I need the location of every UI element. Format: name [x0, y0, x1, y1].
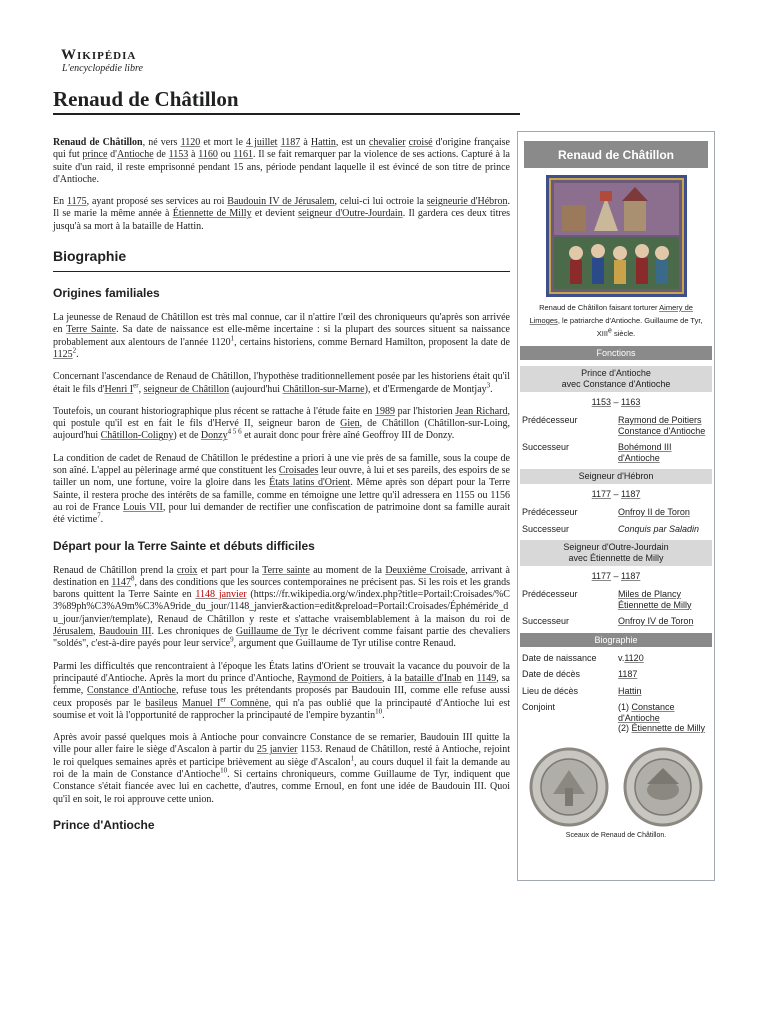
intro-paragraph-1: Renaud de Châtillon, né vers 1120 et mort le 4 juillet 1187 à Hattin, est un chevalier croisé d'origine française qui fut prince d'Antioche de 1153 à 1160 ou 1161. Il se fait remarquer par la violence de ses actions. Capturé à la suite d'un raid, il reste emprisonné pendant 15 ans, période pendant laquelle il est évincé de son titre de prince d'Antioche. [53, 137, 510, 185]
origines-paragraph-3: Toutefois, un courant historiographique plus récent se rattache à l'étude faite en 1989 par l'historien Jean Richard, qui postule qu'il est en fait le fils d'Hervé II, seigneur baron de Gien, de Châtillon (Châtillon-sur-Loing, aujourd'hui Châtillon-Coligny) et de Donzy$^{4 5 6}$ et aurait donc pour frère aîné Geoffroy III de Donzy. [53, 405, 510, 442]
link[interactable]: 1120 [624, 652, 644, 663]
infobox-title: Renaud de Châtillon [524, 141, 708, 168]
link[interactable]: 1147 [111, 576, 131, 588]
link[interactable]: Louis VII [123, 501, 163, 513]
infobox-function-header: Seigneur d'Outre-Jourdain avec Étiennette de Milly [520, 540, 712, 566]
infobox [517, 131, 715, 881]
link[interactable]: Constance d'Antioche [618, 702, 675, 723]
article-body [53, 137, 510, 844]
infobox-row-spouse: Conjoint (1) Constance d'Antioche (2) Étiennette de Milly [522, 702, 706, 733]
redlink[interactable]: 1148 janvier [195, 589, 247, 601]
link[interactable]: Jean Richard [455, 405, 508, 417]
origines-paragraph-2: Concernant l'ascendance de Renaud de Châtillon, l'hypothèse traditionnellement posée par les historiens était qu'il était le fils d'Henri Ier, seigneur de Châtillon (aujourd'hui Châtillon-sur-Marne), et d'Ermengarde de Montjay$^3$. [53, 371, 510, 395]
link[interactable]: Miles de Plancy [618, 589, 682, 599]
link[interactable]: 1149 [476, 672, 497, 684]
infobox-seals-image[interactable] [523, 744, 709, 830]
ref[interactable]: 10 [220, 766, 228, 775]
infobox-row-death-place: Lieu de décès Hattin [522, 685, 642, 696]
link[interactable]: 4 juillet [246, 137, 278, 148]
link[interactable]: seigneur d'Outre-Jourdain [298, 208, 403, 220]
link[interactable]: 25 janvier [256, 744, 298, 756]
infobox-row-predecessor: Prédécesseur Miles de Plancy Étiennette de Milly [522, 589, 692, 610]
wikipedia-logo[interactable] [61, 48, 181, 75]
link[interactable]: Croisades [278, 465, 319, 477]
logo-tagline: L'encyclopédie libre [62, 63, 143, 74]
infobox-function-header: Prince d'Antioche avec Constance d'Antioche [520, 366, 712, 392]
link[interactable]: Aimery de Limoges [529, 303, 693, 325]
link[interactable]: Étiennette de Milly [631, 723, 706, 733]
page-title: Renaud de Châtillon [53, 87, 239, 111]
link[interactable]: Terre sainte [262, 564, 310, 576]
infobox-section-biographie: Biographie [520, 633, 712, 647]
link[interactable]: Raymond de Poitiers [297, 672, 382, 684]
infobox-section-fonctions: Fonctions [520, 346, 712, 360]
infobox-function-dates: 1177 – 1187 [591, 489, 641, 499]
link[interactable]: bataille d'Inab [404, 672, 462, 684]
infobox-row-successor: Successeur Bohémond III d'Antioche [522, 442, 672, 463]
link[interactable]: 1153 [168, 149, 189, 161]
link[interactable]: chevalier [368, 137, 406, 148]
ref[interactable]: 10 [375, 707, 383, 716]
link[interactable]: 1120 [180, 137, 201, 148]
infobox-row-death: Date de décès 1187 [522, 669, 638, 679]
link[interactable]: Constance d'Antioche [618, 425, 706, 436]
link[interactable]: Onfroy IV de Toron [618, 616, 694, 626]
ref[interactable]: 1 [350, 754, 355, 763]
link[interactable]: Étiennette de Milly [172, 208, 252, 220]
section-heading-depart: Départ pour la Terre Sainte et débuts difficiles [53, 538, 315, 553]
link[interactable]: Baudouin IV de Jérusalem [227, 196, 335, 208]
link[interactable]: Jérusalem [53, 626, 93, 638]
link[interactable]: 1187 [618, 669, 638, 679]
ref[interactable]: 8 [130, 574, 135, 583]
infobox-miniature-image[interactable] [546, 175, 687, 297]
section-divider [53, 271, 510, 272]
depart-paragraph-2: Parmi les difficultés que rencontraient à l'époque les États latins d'Orient se trouvait la vacance du pouvoir de la principauté d'Antioche. Après la mort du prince d'Antioche, Raymond de Poitiers, à la bataille d'Inab en 1149, sa femme, Constance d'Antioche, refuse tous les prétendants proposés par Baudouin III, comme elle refuse aussi ceux proposés par le basileus Manuel Ier Comnène, qui n'a pas oublié que la principauté d'Antioche lui est soumise et voit là l'opportunité de rapprocher la principauté de l'empire byzantin$^{10}$. [53, 660, 511, 721]
link[interactable]: Antioche [117, 149, 154, 161]
infobox-row-birth: Date de naissance v.1120 [522, 652, 644, 663]
infobox-row-successor: Successeur Onfroy IV de Toron [522, 616, 694, 626]
link[interactable]: seigneur de Châtillon [143, 383, 230, 395]
link[interactable]: 1989 [374, 405, 395, 417]
section-heading-biographie: Biographie [53, 248, 127, 265]
link[interactable]: prince [82, 149, 108, 161]
ref[interactable]: 2 [72, 346, 77, 355]
link[interactable]: Gien [340, 418, 360, 430]
infobox-function-header: Seigneur d'Hébron [520, 469, 712, 484]
infobox-function-dates: 1153 – 1163 [591, 397, 641, 407]
infobox-row-predecessor: Prédécesseur Onfroy II de Toron [522, 507, 690, 517]
link[interactable]: 1160 [198, 149, 218, 161]
section-heading-origines: Origines familiales [53, 286, 160, 301]
intro-paragraph-2: En 1175, ayant proposé ses services au roi Baudouin IV de Jérusalem, celui-ci lui octroie la seigneurie d'Hébron. Il se marie la même année à Étiennette de Milly et devient seigneur d'Outre-Jourdain. Il gardera ces deux titres jusqu'à sa mort à la bataille de Hattin. [53, 196, 511, 232]
link[interactable]: Étiennette de Milly [618, 599, 692, 610]
link[interactable]: croix [176, 564, 198, 576]
link[interactable]: seigneurie d'Hébron [426, 196, 508, 208]
link[interactable]: 1187 [280, 137, 301, 148]
ref[interactable]: 4 5 6 [227, 428, 242, 437]
link[interactable]: Donzy [200, 430, 228, 442]
miniature-illustration [546, 175, 687, 297]
infobox-row-predecessor: Prédécesseur Raymond de Poitiers Constance d'Antioche [522, 415, 706, 436]
link[interactable]: 1161 [233, 149, 254, 161]
origines-paragraph-1: La jeunesse de Renaud de Châtillon est très mal connue, car il n'attire l'œil des chroniqueurs qu'après son arrivée en Terre Sainte. Sa date de naissance est elle-même incertaine : si la plupart des sources situent sa naissance probablement aux alentours de l'année 1120$^1$, certains historiens, comme Bernard Hamilton, proposent la date de 1125$^2$. [53, 312, 510, 360]
ref[interactable]: 9 [230, 635, 234, 644]
ref[interactable]: 3 [486, 381, 491, 390]
link[interactable]: Hattin [310, 137, 336, 148]
link[interactable]: Châtillon-Coligny [100, 430, 174, 442]
link[interactable]: Bohémond III d'Antioche [618, 442, 672, 463]
logo-wordmark: Wikipédia [61, 47, 137, 63]
link[interactable]: 1175 [66, 196, 87, 208]
link[interactable]: Manuel Ier Comnène [182, 695, 269, 709]
link[interactable]: Terre Sainte [66, 324, 117, 336]
ref[interactable]: 1 [230, 334, 235, 343]
link[interactable]: Raymond de Poitiers [618, 415, 702, 425]
link[interactable]: Guillaume de Tyr [235, 626, 309, 638]
link[interactable]: croisé [408, 137, 433, 148]
link[interactable]: Henri I [104, 383, 134, 395]
infobox-row-successor: Successeur Conquis par Saladin [522, 523, 700, 534]
depart-paragraph-1: Renaud de Châtillon prend la croix et part pour la Terre sainte au moment de la Deuxième Croisade, arrivant à destination en 1147$^8$, dans des conditions que les sources contemporaines ne précisent pas. Si les rois et les grands barons quittent la Terre Sainte en 1148 janvier (https://fr.wikipedia.org/w/index.php?title=Portail:Croisades/%C3%89ph%C3%A9m%C3%A9ride_du_jour/1148_janvier&action=edit&preload=Portail:Croisades/Éphéméride_du_jour/janvier/template), Renaud de Châtillon y reste et s'attache vraisemblablement à la maison du roi de Jérusalem, Baudouin III. Les chroniques de Guillaume de Tyr le décrivent comme faisant partie des chevaliers "soldés", c'est-à-dire payés pour leur service$^9$, argument que Guillaume de Tyr utilise contre Renaud. [53, 564, 511, 650]
title-divider [53, 113, 520, 115]
link[interactable]: Hattin [618, 685, 642, 696]
link[interactable]: Châtillon-sur-Marne [282, 383, 365, 395]
depart-paragraph-3: Après avoir passé quelques mois à Antioche pour convaincre Constance de se remarier, Baudouin III quitte la ville pour aller faire le siège d'Ascalon à partir du 25 janvier 1153. Renaud de Châtillon, resté à Antioche, rejoint le roi quelques semaines après et participe brièvement au siège d'Ascalon$^1$, au cours duquel il fait la demande au roi de la main de Constance d'Antioche$^{10}$. Si certains chroniqueurs, comme Guillaume de Tyr, indiquent que Constance s'était fiancée avec lui en cachette, d'autres, comme Ernoul, en font une idée de Baudouin III. Quoi qu'il en soit, le roi approuve cette union. [53, 732, 511, 805]
seals-illustration [523, 744, 709, 830]
origines-paragraph-4: La condition de cadet de Renaud de Châtillon le prédestine a priori à une vie près de sa famille, sous la coupe de son aîné. L'appel au pèlerinage armé que constituent les Croisades leur ouvre, à lui et ses pareils, des espoirs de se tailler un nom, une fortune, voire la gloire dans les États latins d'Orient. Même après son départ pour la Terre Sainte, il restera proche des intérêts de sa famille, comme en témoigne une lettre qu'il adressera en 1155 ou 1156 au roi de France Louis VII, pour lui demander de rectifier une confiscation de patrimoine dont sa famille aurait été victime$^7$. [53, 452, 510, 526]
link[interactable]: Onfroy II de Toron [618, 507, 690, 517]
link[interactable]: Constance d'Antioche [87, 685, 176, 697]
ref[interactable]: 7 [97, 511, 101, 520]
link[interactable]: basileus [145, 697, 178, 709]
link[interactable]: Baudouin III [99, 626, 152, 638]
infobox-function-dates: 1177 – 1187 [591, 571, 641, 581]
section-heading-prince: Prince d'Antioche [53, 817, 155, 832]
infobox-image-caption: Renaud de Châtillon faisant torturer Aimery de Limoges, le patriarche d'Antioche. Guillaume de Tyr, XIIIe siècle. [529, 303, 703, 338]
link[interactable]: Deuxième Croisade [385, 564, 466, 576]
link[interactable]: États latins d'Orient [269, 477, 351, 489]
link[interactable]: 1125 [53, 348, 73, 360]
infobox-seals-caption: Sceaux de Renaud de Châtillon. [565, 831, 667, 839]
